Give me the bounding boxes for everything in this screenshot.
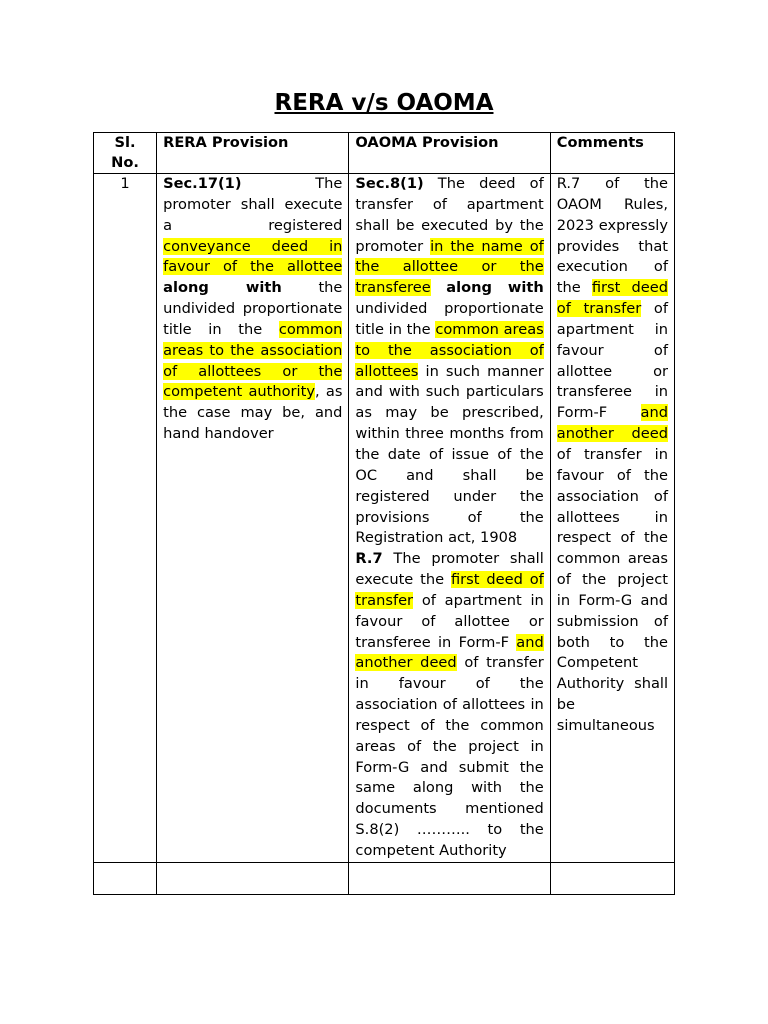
cell-sl-no: 1 (94, 174, 157, 863)
header-sl-no: Sl. No. (94, 133, 157, 174)
bold-text: along with (163, 279, 282, 297)
cell-empty-oaoma (349, 862, 550, 894)
cell-oaoma-provision: Sec.8(1) The deed of transfer of apartment shall be executed by the promoter in the name of the allottee or the transferee along with undivided proportionate title in the common areas to the association of allottees in such manner and with such particulars as may be prescribed, within three months from the date of issue of the OC and shall be registered under the provisions of the Registration act, 1908 R.7 The promoter shall execute the first deed of transfer of apartment in favour of allottee or transferee in Form-F and another deed of transfer in favour of the association of allottees in respect of the common areas of the project in Form-G and submit the same along with the documents mentioned S.8(2) ……….. to the competent Authority (349, 174, 550, 863)
header-rera-provision: RERA Provision (157, 133, 349, 174)
cell-rera-provision: Sec.17(1) The promoter shall execute a registered conveyance deed in favour of the allottee along with the undivided proportionate title in the common areas to the association of allottees or the competent authority, as the case may be, and hand handover (157, 174, 349, 863)
table-row (94, 174, 675, 863)
cell-empty-rera (157, 862, 349, 894)
bold-text: Sec.17(1) (163, 175, 242, 192)
highlighted-text: conveyance deed in favour of the allottee (163, 237, 343, 276)
highlighted-text: and another deed (556, 404, 668, 443)
table-header-row (94, 133, 675, 174)
bold-text: along with (446, 279, 544, 297)
highlighted-text: common areas to the association of allottees (355, 320, 544, 380)
highlighted-text: first deed of transfer (556, 279, 668, 318)
header-comments: Comments (550, 133, 674, 174)
bold-text: Sec.8(1) (355, 175, 424, 192)
highlighted-text: common areas to the association of allottees or the competent authority (163, 320, 343, 401)
cell-empty-comments (550, 862, 674, 894)
highlighted-text: and another deed (355, 633, 544, 672)
bold-text: R.7 (355, 550, 383, 568)
table-row-empty (94, 862, 675, 894)
cell-empty-sl-no (94, 862, 157, 894)
comparison-table (93, 132, 675, 895)
header-oaoma-provision: OAOMA Provision (349, 133, 550, 174)
page-title: RERA v/s OAOMA (274, 90, 494, 116)
highlighted-text: first deed of transfer (355, 571, 544, 609)
highlighted-text: in the name of the allottee or the transferee (355, 237, 544, 297)
cell-comments: R.7 of the OAOM Rules, 2023 expressly provides that execution of the first deed of transfer of apartment in favour of allottee or transferee in Form-F and another deed of transfer in favour of the association of allottees in respect of the common areas of the project in Form-G and submission of both to the Competent Authority shall be simultaneous (550, 174, 674, 863)
